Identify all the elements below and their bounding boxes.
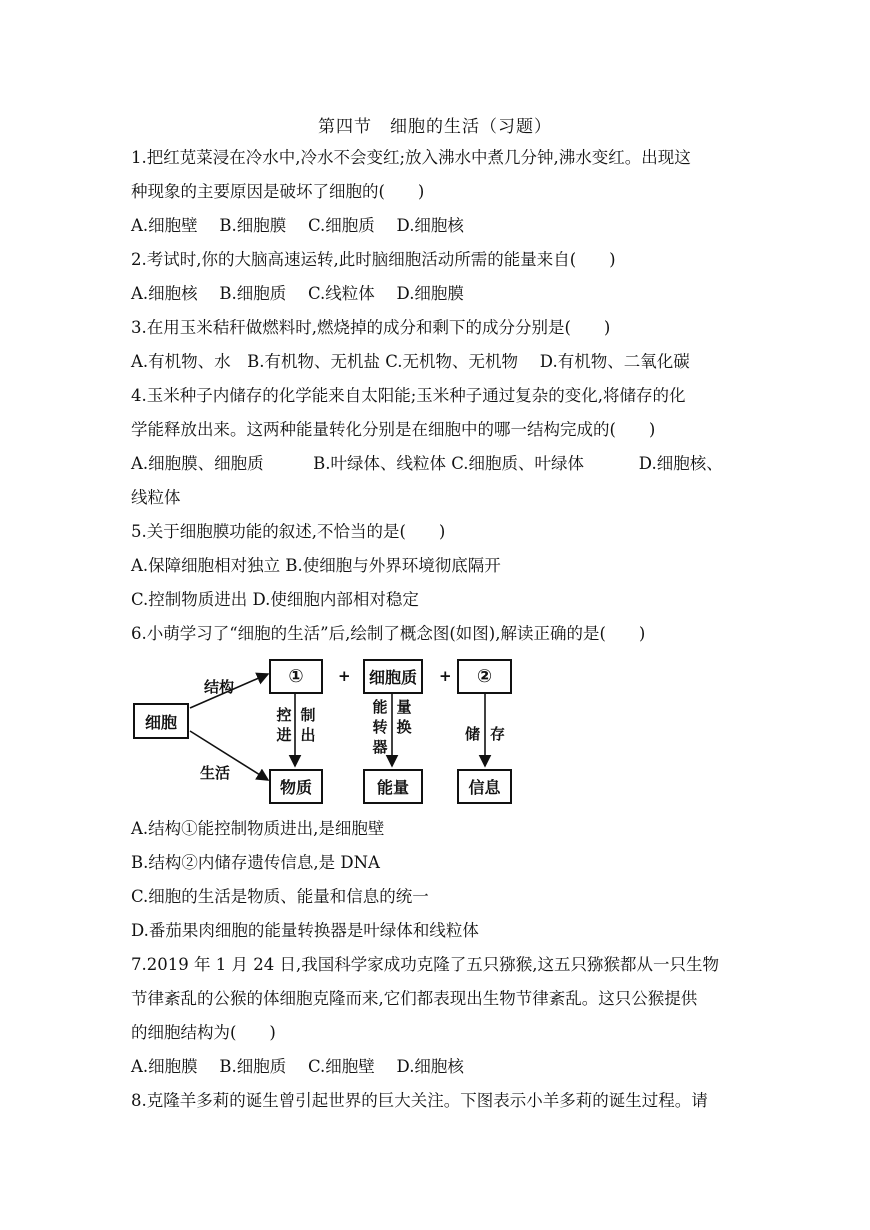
question-6-option-b: B.结构②内储存遗传信息,是 DNA: [131, 853, 380, 872]
question-1-line-1: 1.把红苋菜浸在冷水中,冷水不会变红;放入沸水中煮几分钟,沸水变红。出现这: [131, 148, 691, 167]
question-7-line-1: 7.2019 年 1 月 24 日,我国科学家成功克隆了五只猕猴,这五只猕猴都从一只生物: [131, 955, 719, 974]
question-6-option-a: A.结构①能控制物质进出,是细胞壁: [131, 819, 385, 838]
storage-label-right: 存: [490, 725, 506, 743]
cytoplasm-box: 细胞质: [363, 659, 423, 694]
question-1-line-2: 种现象的主要原因是破坏了细胞的( ): [131, 182, 425, 201]
matter-box: 物质: [269, 769, 323, 804]
energy-label-right: 量换: [396, 698, 412, 736]
question-6-option-c: C.细胞的生活是物质、能量和信息的统一: [131, 887, 429, 906]
question-4-line-2: 学能释放出来。这两种能量转化分别是在细胞中的哪一结构完成的( ): [131, 420, 656, 439]
question-3-stem: 3.在用玉米秸秆做燃料时,燃烧掉的成分和剩下的成分分别是( ): [131, 318, 611, 337]
question-5-stem: 5.关于细胞膜功能的叙述,不恰当的是( ): [131, 522, 446, 541]
energy-box: 能量: [363, 769, 423, 804]
structure-2-box: ②: [457, 659, 512, 694]
question-7-options: A.细胞膜 B.细胞质 C.细胞壁 D.细胞核: [131, 1057, 464, 1076]
question-6-option-d: D.番茄果肉细胞的能量转换器是叶绿体和线粒体: [131, 921, 479, 940]
plus-sign-1: +: [338, 667, 351, 685]
storage-label-left: 储: [465, 725, 481, 743]
question-3-options: A.有机物、水 B.有机物、无机盐 C.无机物、无机物 D.有机物、二氧化碳: [131, 352, 690, 371]
question-2-options: A.细胞核 B.细胞质 C.线粒体 D.细胞膜: [131, 284, 464, 303]
control-label-left: 控进: [276, 706, 292, 744]
energy-label-left: 能转器: [372, 698, 388, 756]
control-label-right: 制出: [300, 706, 316, 744]
info-box: 信息: [457, 769, 512, 804]
question-1-options: A.细胞壁 B.细胞膜 C.细胞质 D.细胞核: [131, 216, 464, 235]
question-8-line-1: 8.克隆羊多莉的诞生曾引起世界的巨大关注。下图表示小羊多莉的诞生过程。请: [131, 1091, 708, 1110]
question-2-stem: 2.考试时,你的大脑高速运转,此时脑细胞活动所需的能量来自( ): [131, 250, 616, 269]
cell-box: 细胞: [133, 703, 189, 739]
question-4-options-cont: 线粒体: [131, 488, 181, 507]
question-4-options: A.细胞膜、细胞质 B.叶绿体、线粒体 C.细胞质、叶绿体 D.细胞核、: [131, 454, 723, 473]
question-4-line-1: 4.玉米种子内储存的化学能来自太阳能;玉米种子通过复杂的变化,将储存的化: [131, 386, 686, 405]
structure-label: 结构: [204, 678, 235, 696]
page-title: 第四节 细胞的生活（习题）: [318, 117, 552, 137]
question-7-line-3: 的细胞结构为( ): [131, 1023, 276, 1042]
question-5-options-ab: A.保障细胞相对独立 B.使细胞与外界环境彻底隔开: [131, 556, 501, 575]
question-6-stem: 6.小萌学习了“细胞的生活”后,绘制了概念图(如图),解读正确的是( ): [131, 624, 646, 643]
structure-1-box: ①: [269, 659, 323, 694]
question-5-options-cd: C.控制物质进出 D.使细胞内部相对稳定: [131, 590, 419, 609]
question-7-line-2: 节律紊乱的公猴的体细胞克隆而来,它们都表现出生物节律紊乱。这只公猴提供: [131, 989, 698, 1008]
life-label: 生活: [200, 764, 231, 782]
plus-sign-2: +: [439, 667, 452, 685]
